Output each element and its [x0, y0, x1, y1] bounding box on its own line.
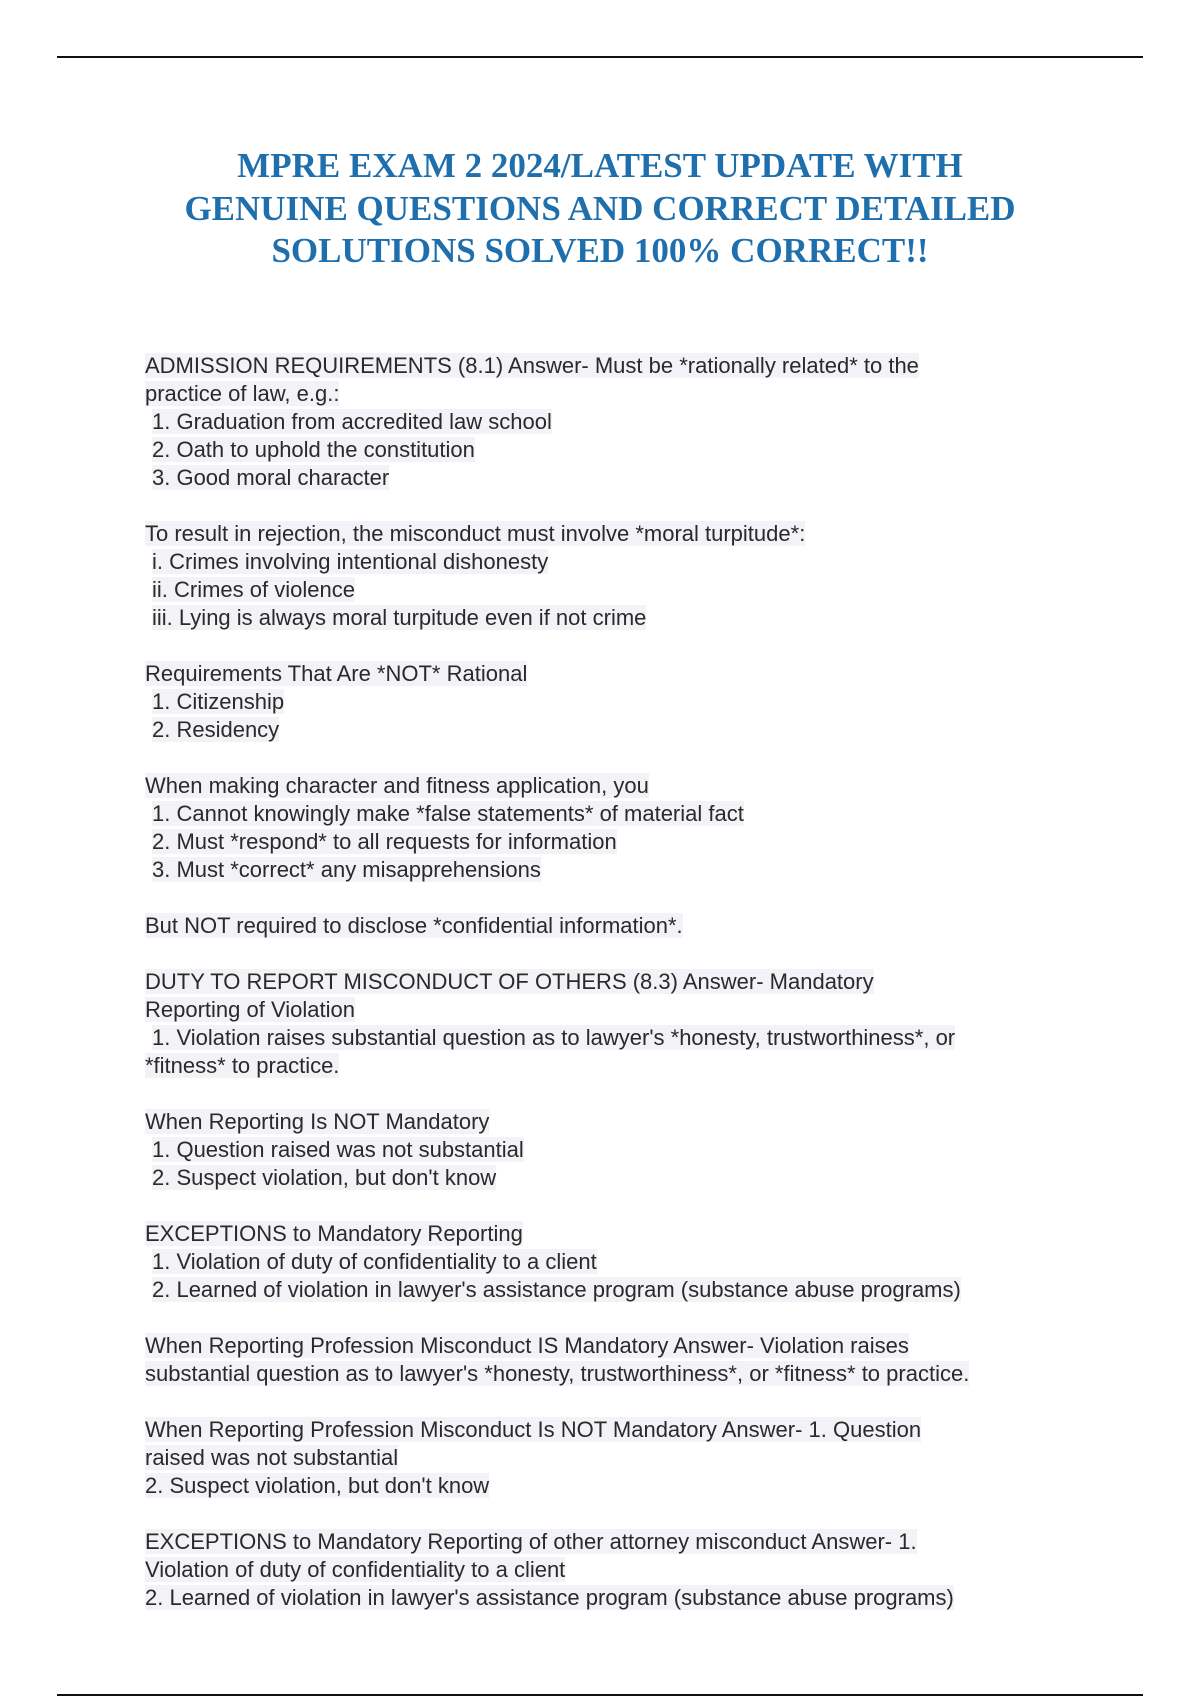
line-text: 1. Violation of duty of confidentiality to a client: [152, 1249, 597, 1274]
line-text: *fitness* to practice.: [145, 1053, 340, 1078]
line-text: raised was not substantial: [145, 1445, 399, 1470]
text-line: [145, 660, 1065, 688]
text-line: [145, 576, 1065, 604]
text-line: [145, 1108, 1065, 1136]
line-text: When Reporting Profession Misconduct Is NOT Mandatory Answer- 1. Question: [145, 1417, 922, 1442]
text-line: [145, 856, 1065, 884]
text-line: [145, 800, 1065, 828]
line-text: Requirements That Are *NOT* Rational: [145, 661, 528, 686]
qa-block: [145, 1416, 1065, 1500]
line-text: ADMISSION REQUIREMENTS (8.1) Answer- Must be *rationally related* to the: [145, 353, 919, 378]
bottom-rule: [57, 1694, 1143, 1696]
line-text: 2. Residency: [152, 717, 280, 742]
text-line: [145, 1332, 1065, 1360]
qa-block: [145, 352, 1065, 492]
line-text: 2. Learned of violation in lawyer's assistance program (substance abuse programs): [145, 1585, 954, 1610]
line-text: Reporting of Violation: [145, 997, 355, 1022]
text-line: [145, 1556, 1065, 1584]
line-text: 2. Suspect violation, but don't know: [152, 1165, 497, 1190]
line-text: 1. Question raised was not substantial: [152, 1137, 524, 1162]
top-rule: [57, 56, 1143, 58]
text-line: [145, 1360, 1065, 1388]
text-line: [145, 464, 1065, 492]
line-text: When making character and fitness application, you: [145, 773, 649, 798]
line-text: 1. Citizenship: [152, 689, 285, 714]
text-line: [145, 436, 1065, 464]
text-line: [145, 548, 1065, 576]
line-text: 1. Violation raises substantial question as to lawyer's *honesty, trustworthiness*, or: [152, 1025, 956, 1050]
page-title: [100, 145, 1100, 273]
text-line: [145, 520, 1065, 548]
line-text: substantial question as to lawyer's *honesty, trustworthiness*, or *fitness* to practice.: [145, 1361, 970, 1386]
line-text: 3. Must *correct* any misapprehensions: [152, 857, 541, 882]
text-line: [145, 1444, 1065, 1472]
line-text: But NOT required to disclose *confidential information*.: [145, 913, 683, 938]
qa-block: [145, 1528, 1065, 1612]
text-line: [145, 1528, 1065, 1556]
title-line: MPRE EXAM 2 2024/LATEST UPDATE WITH: [237, 146, 963, 185]
line-text: iii. Lying is always moral turpitude even if not crime: [152, 605, 647, 630]
title-line: SOLUTIONS SOLVED 100% CORRECT!!: [271, 231, 929, 270]
text-line: [145, 1416, 1065, 1444]
qa-block: [145, 1332, 1065, 1388]
line-text: Violation of duty of confidentiality to a client: [145, 1557, 566, 1582]
line-text: i. Crimes involving intentional dishonesty: [152, 549, 549, 574]
qa-block: [145, 912, 1065, 940]
text-line: [145, 352, 1065, 380]
text-line: [145, 716, 1065, 744]
line-text: 2. Suspect violation, but don't know: [145, 1473, 490, 1498]
line-text: ii. Crimes of violence: [152, 577, 355, 602]
text-line: [145, 688, 1065, 716]
text-line: [145, 380, 1065, 408]
line-text: 2. Must *respond* to all requests for information: [152, 829, 617, 854]
line-text: practice of law, e.g.:: [145, 381, 340, 406]
qa-block: [145, 660, 1065, 744]
line-text: 2. Learned of violation in lawyer's assistance program (substance abuse programs): [152, 1277, 961, 1302]
title-line: GENUINE QUESTIONS AND CORRECT DETAILED: [184, 188, 1016, 228]
text-line: [145, 1472, 1065, 1500]
line-text: When Reporting Profession Misconduct IS Mandatory Answer- Violation raises: [145, 1333, 909, 1358]
text-line: [145, 912, 1065, 940]
line-text: When Reporting Is NOT Mandatory: [145, 1109, 490, 1134]
text-line: [145, 1164, 1065, 1192]
document-body: [145, 352, 1065, 1612]
qa-block: [145, 772, 1065, 884]
qa-block: [145, 520, 1065, 632]
text-line: [145, 1052, 1065, 1080]
qa-block: [145, 968, 1065, 1080]
line-text: DUTY TO REPORT MISCONDUCT OF OTHERS (8.3) Answer- Mandatory: [145, 969, 874, 994]
text-line: [145, 1584, 1065, 1612]
text-line: [145, 1024, 1065, 1052]
text-line: [145, 968, 1065, 996]
qa-block: [145, 1220, 1065, 1304]
line-text: EXCEPTIONS to Mandatory Reporting of other attorney misconduct Answer- 1.: [145, 1529, 917, 1554]
line-text: 1. Graduation from accredited law school: [152, 409, 552, 434]
line-text: To result in rejection, the misconduct must involve *moral turpitude*:: [145, 521, 806, 546]
text-line: [145, 828, 1065, 856]
line-text: 2. Oath to uphold the constitution: [152, 437, 475, 462]
line-text: 3. Good moral character: [152, 465, 390, 490]
line-text: 1. Cannot knowingly make *false statements* of material fact: [152, 801, 744, 826]
text-line: [145, 1136, 1065, 1164]
text-line: [145, 408, 1065, 436]
text-line: [145, 1220, 1065, 1248]
qa-block: [145, 1108, 1065, 1192]
text-line: [145, 1276, 1065, 1304]
line-text: EXCEPTIONS to Mandatory Reporting: [145, 1221, 523, 1246]
text-line: [145, 996, 1065, 1024]
text-line: [145, 1248, 1065, 1276]
text-line: [145, 604, 1065, 632]
text-line: [145, 772, 1065, 800]
